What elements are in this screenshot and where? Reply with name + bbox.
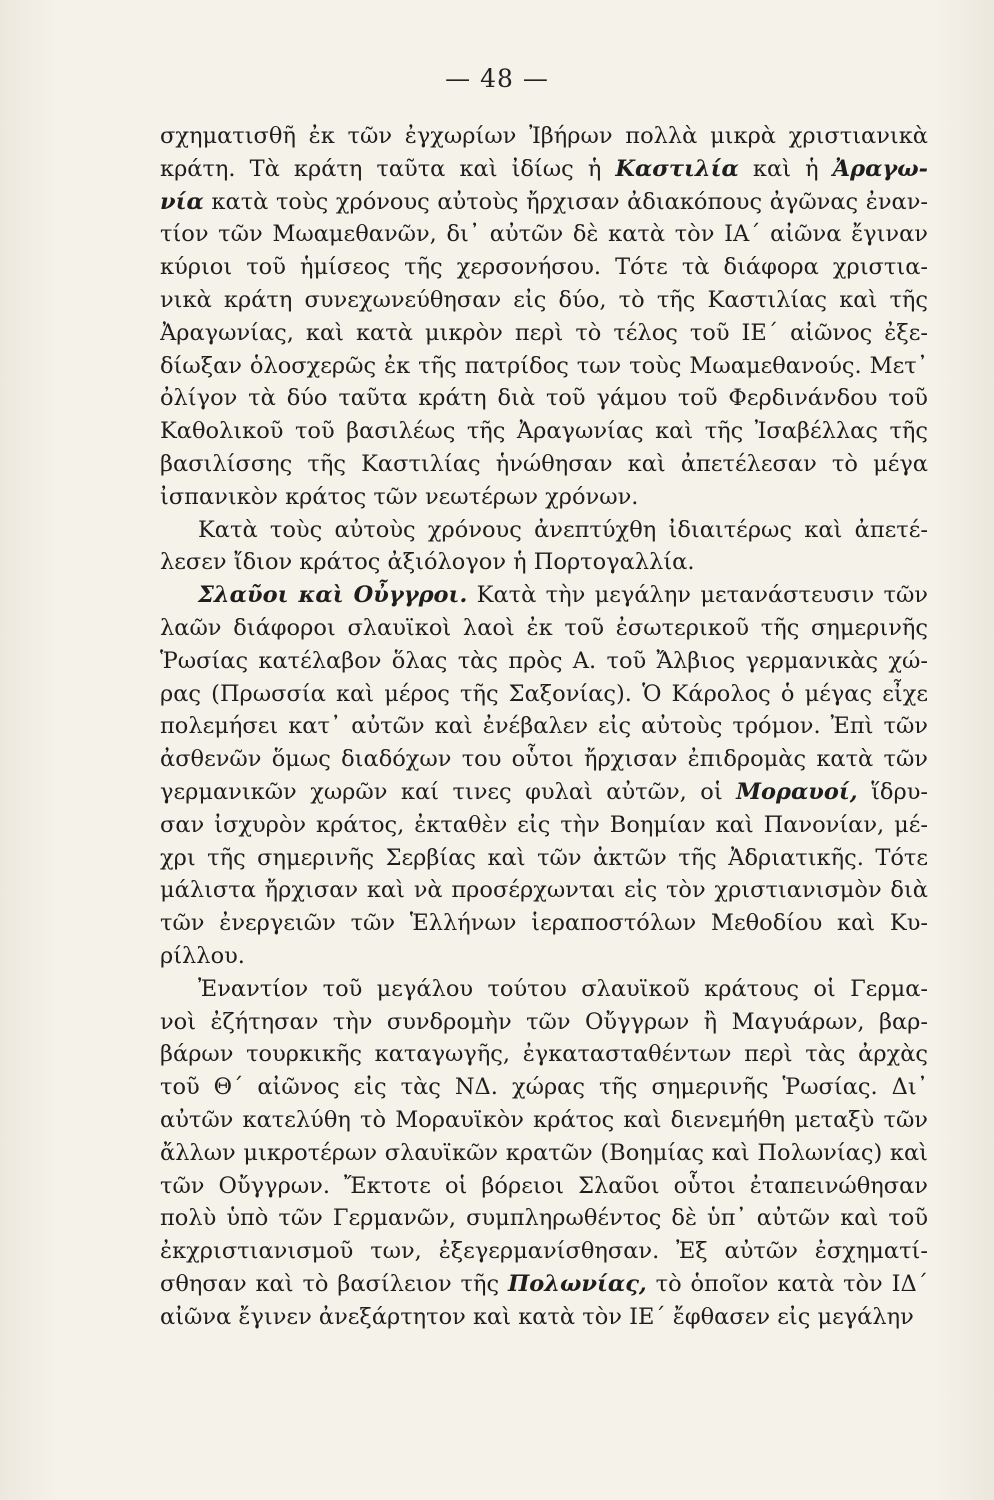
text-line xyxy=(160,743,928,776)
text-segment: ὀλίγον τὰ δύο ταῦτα κράτη διὰ τοῦ γάμου τοῦ Φερδινάνδου τοῦ xyxy=(160,385,928,412)
text-line xyxy=(160,1301,928,1334)
text-line xyxy=(160,546,928,579)
text-segment: λεσεν ἴδιον κράτος ἀξιόλογον ἡ Πορτογαλλία. xyxy=(160,549,695,576)
emphasized-term: Πολωνίας, xyxy=(507,1270,647,1297)
text-line xyxy=(160,1071,928,1104)
text-line xyxy=(160,907,928,940)
text-line xyxy=(160,710,928,743)
text-line xyxy=(160,579,928,612)
paragraph-p2 xyxy=(160,514,928,580)
text-segment: τοῦ Θ΄ αἰῶνος εἰς τὰς ΝΔ. χώρας τῆς σημερινῆς Ῥωσίας. Δι᾽ xyxy=(160,1074,928,1101)
text-segment: Ἐναντίον τοῦ μεγάλου τούτου σλαυϊκοῦ κράτους οἱ Γερμα- xyxy=(198,975,928,1002)
text-segment: χρι τῆς σημερινῆς Σερβίας καὶ τῶν ἀκτῶν τῆς Ἀδριατικῆς. Τότε xyxy=(160,844,928,871)
text-line xyxy=(160,776,928,809)
emphasized-term: Ἀραγω- xyxy=(832,155,928,182)
text-line xyxy=(160,350,928,383)
text-segment: Κατὰ τοὺς αὐτοὺς χρόνους ἀνεπτύχθη ἰδιαιτέρως καὶ ἀπετέ- xyxy=(198,516,928,543)
text-line xyxy=(160,612,928,645)
text-segment: μάλιστα ἤρχισαν καὶ νὰ προσέρχωνται εἰς τὸν χριστιανισμὸν διὰ xyxy=(160,877,928,904)
text-segment: βασιλίσσης τῆς Καστιλίας ἡνώθησαν καὶ ἀπετέλεσαν τὸ μέγα xyxy=(160,450,928,477)
text-line xyxy=(160,284,928,317)
emphasized-term: Καστιλία xyxy=(615,155,739,182)
text-line xyxy=(160,382,928,415)
text-segment: κατὰ τοὺς χρόνους αὐτοὺς ἤρχισαν ἀδιακόπους ἀγῶνας ἐναν- xyxy=(203,188,928,215)
text-segment: βάρων τουρκικῆς καταγωγῆς, ἐγκατασταθέντων περὶ τὰς ἀρχὰς xyxy=(160,1041,928,1068)
text-line xyxy=(160,1104,928,1137)
text-line xyxy=(160,317,928,350)
paragraph-p1 xyxy=(160,120,928,514)
text-segment: ἵδρυ- xyxy=(857,778,928,805)
emphasized-term: Μοραυοί, xyxy=(736,778,858,805)
text-segment: δίωξαν ὁλοσχερῶς ἐκ τῆς πατρίδος των τοὺς Μωαμεθανούς. Μετ᾽ xyxy=(160,352,928,379)
emphasized-term: Σλαῦοι καὶ Οὖγγροι. xyxy=(198,582,468,609)
text-segment: ἄλλων μικροτέρων σλαυϊκῶν κρατῶν (Βοημίας καὶ Πολωνίας) καὶ xyxy=(160,1139,928,1166)
text-segment: Κατὰ τὴν μεγάλην μετανάστευσιν τῶν xyxy=(467,582,928,609)
text-segment: νικὰ κράτη συνεχωνεύθησαν εἰς δύο, τὸ τῆς Καστιλίας καὶ τῆς xyxy=(160,286,928,313)
text-line xyxy=(160,415,928,448)
text-segment: σχηματισθῆ ἐκ τῶν ἐγχωρίων Ἰβήρων πολλὰ μικρὰ χριστιανικὰ xyxy=(160,123,928,149)
text-segment: σθησαν καὶ τὸ βασίλειον τῆς xyxy=(160,1270,508,1297)
text-segment: τῶν Οὔγγρων. Ἔκτοτε οἱ βόρειοι Σλαῦοι οὗτοι ἐταπεινώθησαν xyxy=(160,1172,928,1199)
text-segment: πολὺ ὑπὸ τῶν Γερμανῶν, συμπληρωθέντος δὲ ὑπ᾽ αὐτῶν καὶ τοῦ xyxy=(160,1205,928,1232)
emphasized-term: νία xyxy=(160,188,204,215)
text-segment: πολεμήσει κατ᾽ αὐτῶν καὶ ἐνέβαλεν εἰς αὐτοὺς τρόμον. Ἐπὶ τῶν xyxy=(160,713,928,740)
text-segment: ἰσπανικὸν κράτος τῶν νεωτέρων χρόνων. xyxy=(160,483,639,510)
text-segment: Ῥωσίας κατέλαβον ὅλας τὰς πρὸς Α. τοῦ Ἄλβιος γερμανικὰς χώ- xyxy=(160,647,928,674)
text-line xyxy=(160,678,928,711)
text-line xyxy=(160,186,928,219)
text-segment: αὐτῶν κατελύθη τὸ Μοραυϊκὸν κράτος καὶ διενεμήθη μεταξὺ τῶν xyxy=(160,1106,928,1133)
text-segment: λαῶν διάφοροι σλαυϊκοὶ λαοὶ ἐκ τοῦ ἐσωτερικοῦ τῆς σημερινῆς xyxy=(160,614,928,641)
text-segment: τὸ ὁποῖον κατὰ τὸν ΙΔ΄ xyxy=(646,1270,928,1297)
text-segment: κράτη. Τὰ κράτη ταῦτα καὶ ἰδίως ἡ xyxy=(160,155,616,182)
text-line xyxy=(160,218,928,251)
text-line xyxy=(160,874,928,907)
text-line xyxy=(160,1235,928,1268)
text-segment: γερμανικῶν χωρῶν καί τινες φυλαὶ αὐτῶν, οἱ xyxy=(160,778,737,805)
text-line xyxy=(160,1268,928,1301)
paragraph-p4 xyxy=(160,973,928,1334)
text-line xyxy=(160,842,928,875)
text-segment: ρίλλου. xyxy=(160,942,245,969)
text-line xyxy=(160,514,928,547)
text-line xyxy=(160,973,928,1006)
text-line xyxy=(160,1038,928,1071)
text-line xyxy=(160,1006,928,1039)
text-line xyxy=(160,809,928,842)
paragraph-p3 xyxy=(160,579,928,973)
text-segment: τῶν ἐνεργειῶν τῶν Ἑλλήνων ἱεραποστόλων Μεθοδίου καὶ Κυ- xyxy=(160,910,928,937)
text-segment: Καθολικοῦ τοῦ βασιλέως τῆς Ἀραγωνίας καὶ τῆς Ἰσαβέλλας τῆς xyxy=(160,418,928,445)
text-segment: Ἀραγωνίας, καὶ κατὰ μικρὸν περὶ τὸ τέλος τοῦ ΙΕ΄ αἰῶνος ἐξε- xyxy=(160,319,928,346)
text-segment: νοὶ ἐζήτησαν τὴν συνδρομὴν τῶν Οὔγγρων ἢ Μαγυάρων, βαρ- xyxy=(160,1008,928,1035)
page-number: — 48 — xyxy=(445,64,549,93)
text-segment: ρας (Πρωσσία καὶ μέρος τῆς Σαξονίας). Ὁ Κάρολος ὁ μέγας εἶχε xyxy=(160,680,928,707)
text-line xyxy=(160,153,928,186)
text-line xyxy=(160,1202,928,1235)
text-line xyxy=(160,448,928,481)
body-text xyxy=(160,120,928,1333)
text-segment: ἐκχριστιανισμοῦ των, ἐξεγερμανίσθησαν. Ἐξ αὐτῶν ἐσχηματί- xyxy=(160,1238,928,1265)
text-line xyxy=(160,645,928,678)
text-segment: καὶ ἡ xyxy=(738,155,833,182)
text-line xyxy=(160,481,928,514)
text-line xyxy=(160,1170,928,1203)
text-line xyxy=(160,120,928,153)
text-line xyxy=(160,940,928,973)
text-segment: ἀσθενῶν ὅμως διαδόχων του οὗτοι ἤρχισαν ἐπιδρομὰς κατὰ τῶν xyxy=(160,746,928,773)
text-segment: τίον τῶν Μωαμεθανῶν, δι᾽ αὐτῶν δὲ κατὰ τὸν ΙΑ΄ αἰῶνα ἔγιναν xyxy=(160,221,928,248)
text-line xyxy=(160,251,928,284)
text-segment: σαν ἰσχυρὸν κράτος, ἐκταθὲν εἰς τὴν Βοημίαν καὶ Πανονίαν, μέ- xyxy=(160,811,928,838)
text-segment: αἰῶνα ἔγινεν ἀνεξάρτητον καὶ κατὰ τὸν ΙΕ΄ ἔφθασεν εἰς μεγάλην xyxy=(160,1303,914,1330)
text-segment: κύριοι τοῦ ἡμίσεος τῆς χερσονήσου. Τότε τὰ διάφορα χριστια- xyxy=(160,254,928,281)
text-line xyxy=(160,1137,928,1170)
